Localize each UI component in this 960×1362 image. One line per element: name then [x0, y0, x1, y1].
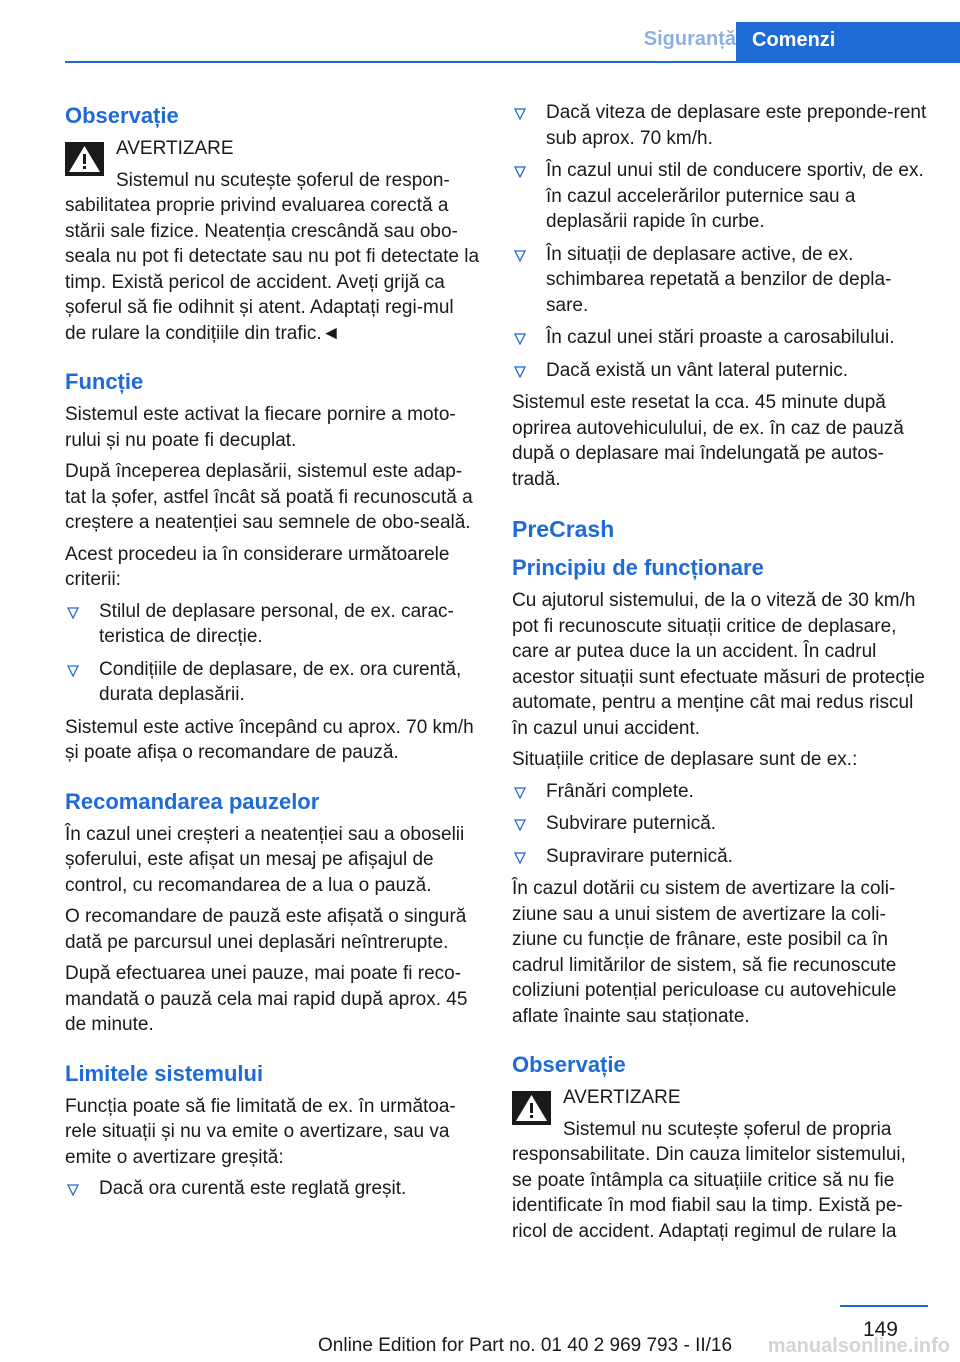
watermark: manualsonline.info: [767, 1335, 950, 1357]
triangle-bullet-icon: [67, 665, 79, 677]
paragraph: Situațiile critice de deplasare sunt de ex.:: [512, 749, 858, 770]
list-item: [65, 599, 480, 650]
header-rule: [65, 61, 960, 63]
paragraph: Cu ajutorul sistemului, de la o viteză de 30 km/h pot fi recunoscute situații critice de deplasare, care ar putea duce la un accident. În cadrul acestor situații sunt efectuate măsuri de protecție automate, pentru a menține cât mai redus riscul în cazul unui accident.: [512, 590, 925, 739]
paragraph: Funcția poate să fie limitată de ex. în următoa‐rele situații și nu va emite o avertizare, sau va emite o avertizare greșită:: [65, 1095, 456, 1168]
list-item: [512, 242, 930, 319]
break-recommendation-heading: Recomandarea pauzelor: [65, 788, 320, 814]
list-item-text: În situații de deplasare active, de ex. schimbarea repetată a benzilor de depla‐sare.: [546, 243, 892, 316]
list-item: [512, 779, 930, 805]
list-item: [512, 100, 930, 151]
paragraph: În cazul unei creșteri a neatenției sau a oboselii șoferului, este afișat un mesaj pe afișajul de control, cu recomandarea de a lua o pauză.: [65, 823, 465, 896]
list-item-text: Dacă există un vânt lateral puternic.: [546, 359, 849, 381]
limits-list: [65, 1176, 480, 1202]
paragraph: După efectuarea unei pauze, mai poate fi reco‐mandată o pauză cela mai rapid după aprox. 45 de minute.: [65, 963, 468, 1035]
right-column: [512, 100, 930, 1250]
working-principle-heading: Principiu de funcționare: [512, 555, 764, 580]
warning-text: Sistemul nu scutește șoferul de propria responsabilitate. Din cauza limitelor sistemului, se poate întâmpla ca situațiile critice să nu fie identificate în mod fiabil sau la timp. Există pe‐ricol de accident. Adaptați regimul de rulare la: [512, 1118, 906, 1242]
paragraph: În cazul dotării cu sistem de avertizare la coli‐ziune sau a unui sistem de avertizare la coli‐ziune cu funcție de frânare, este posibil ca în cadrul limitărilor de sistem, să fie recunoscute coliziuni potențial periculoase cu autovehicule aflate înainte sau staționate.: [512, 878, 897, 1027]
left-column: [65, 100, 480, 1209]
list-item-text: În cazul unei stări proaste a carosabilului.: [546, 327, 895, 348]
triangle-bullet-icon: [67, 607, 79, 619]
warning-title: AVERTIZARE: [116, 138, 234, 159]
function-heading: Funcție: [65, 369, 144, 394]
triangle-bullet-icon: [67, 1184, 79, 1196]
list-item: [512, 844, 930, 870]
warning-triangle-icon: [65, 142, 104, 176]
list-item-text: Subvirare puternică.: [546, 813, 717, 834]
header-chapter-tab: Comenzi: [736, 22, 960, 63]
precrash-heading: PreCrash: [512, 516, 615, 542]
list-item-text: Dacă ora curentă este reglată greșit.: [99, 1178, 407, 1199]
limits-list-continued: [512, 100, 930, 383]
system-limits-heading: Limitele sistemului: [65, 1060, 264, 1086]
paragraph: Sistemul este resetat la cca. 45 minute după oprirea autovehiculului, de ex. în caz de pauză după o deplasare mai îndelungată pe autos‐tradă.: [512, 392, 904, 490]
list-item-text: Condițiile de deplasare, de ex. ora curentă, durata deplasării.: [99, 658, 462, 705]
list-item-text: Frânări complete.: [546, 780, 694, 802]
list-item: [65, 657, 480, 708]
paragraph: După începerea deplasării, sistemul este adap‐tat la șofer, astfel încât să poată fi recunoscută a creștere a neatenției sau semnele de obo‐seală.: [65, 461, 473, 533]
observation-heading: Observație: [512, 1052, 626, 1077]
footer-rule: [840, 1305, 928, 1307]
list-item: [512, 325, 930, 351]
paragraph: Sistemul este active începând cu aprox. 70 km/h și poate afișa o recomandare de pauză.: [65, 716, 474, 763]
observation-heading: Observație: [65, 103, 179, 128]
triangle-bullet-icon: [514, 108, 526, 120]
paragraph: O recomandare de pauză este afișată o singură dată pe parcursul unei deplasări neîntrerupte.: [65, 906, 467, 953]
triangle-bullet-icon: [514, 333, 526, 345]
triangle-bullet-icon: [514, 166, 526, 178]
criteria-list: [65, 599, 480, 708]
edition-line: Online Edition for Part no. 01 40 2 969 793 - II/16: [318, 1335, 733, 1356]
list-item-text: În cazul unui stil de conducere sportiv, de ex. în cazul accelerărilor puternice sau a deplasării rapide în curbe.: [546, 160, 924, 232]
list-item-text: Supravirare puternică.: [546, 845, 733, 867]
warning-title: AVERTIZARE: [563, 1087, 681, 1108]
warning-block: [65, 136, 480, 346]
page-number: 149: [862, 1318, 898, 1341]
header-section-label: Siguranță: [643, 28, 736, 50]
list-item: [512, 158, 930, 235]
critical-situations-list: [512, 779, 930, 870]
paragraph: Sistemul este activat la fiecare pornire a moto‐rului și nu poate fi decuplat.: [65, 404, 456, 451]
warning-triangle-icon: [512, 1091, 551, 1125]
list-item-text: Dacă viteza de deplasare este preponde‐rent sub aprox. 70 km/h.: [546, 102, 927, 149]
triangle-bullet-icon: [514, 852, 526, 864]
list-item: [65, 1176, 480, 1202]
list-item: [512, 811, 930, 837]
warning-block: [512, 1085, 930, 1244]
triangle-bullet-icon: [514, 819, 526, 831]
list-item-text: Stilul de deplasare personal, de ex. carac‐teristica de direcție.: [99, 600, 454, 647]
triangle-bullet-icon: [514, 787, 526, 799]
triangle-bullet-icon: [514, 250, 526, 262]
list-item: [512, 358, 930, 384]
paragraph: Acest procedeu ia în considerare următoarele criterii:: [65, 543, 450, 590]
triangle-bullet-icon: [514, 366, 526, 378]
warning-text: Sistemul nu scutește șoferul de respon‐sabilitatea proprie privind evaluarea corectă a stării sale fizice. Neatenția crescândă sau obo‐seala nu pot fi detectate sau nu pot fi detectate la timp. Există pericol de accident. Aveți grijă ca șoferul să fie odihnit și atent. Adaptați regi‐mul de rulare la condițiile din trafic.◄: [65, 169, 480, 344]
